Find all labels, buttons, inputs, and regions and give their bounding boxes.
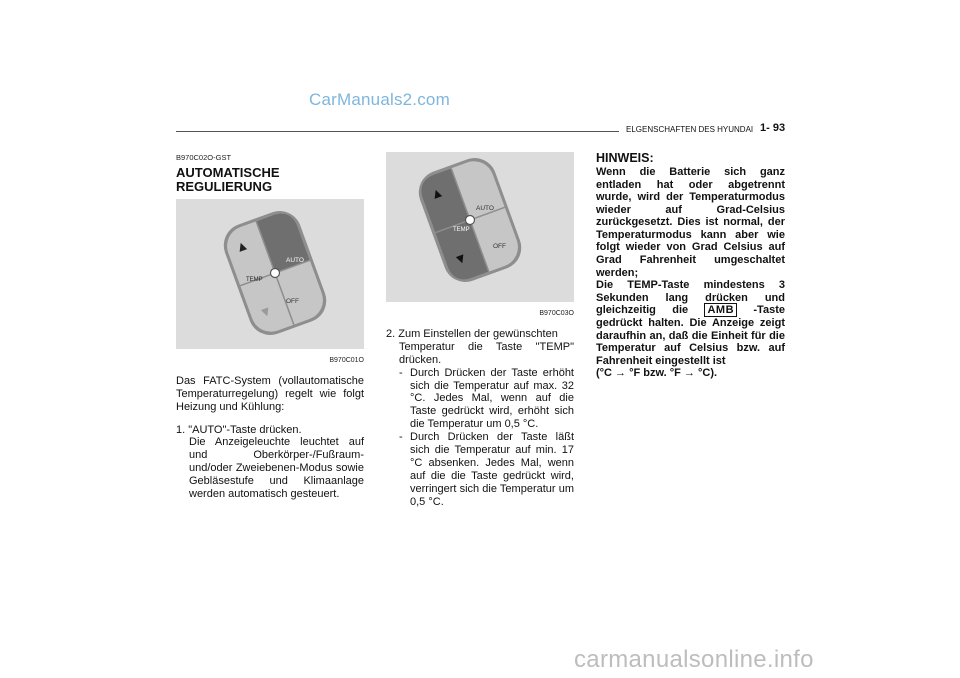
column-3 bbox=[596, 152, 785, 380]
list-item-1-body: Die Anzeigeleuchte leuchtet auf und Oberkörper-/Fußraum-und/oder Zweiebenen-Modus sowie Gebläsestufe und Klimaanlage werden automatisch gesteuert. bbox=[189, 436, 364, 501]
note-paragraph-2-end: -Taste gedrückt halten. Die Anzeige zeigt daraufhin an, daß die Einheit für die Temperatur auf Celsius bzw. auf Fahrenheit eingestellt ist bbox=[596, 304, 785, 367]
photo-caption-2: B970C03O bbox=[539, 310, 574, 317]
section-title-line-1: AUTOMATISCHE bbox=[176, 164, 280, 180]
control-photo-1 bbox=[176, 199, 364, 349]
sub-item-increase bbox=[386, 367, 574, 432]
sub-item-decrease bbox=[386, 431, 574, 508]
section-title-line-2: REGULIERUNG bbox=[176, 178, 273, 194]
note-paragraph-1: Wenn die Batterie sich ganz entladen hat oder abgetrennt wurde, wird der Temperaturmodus wieder auf Grad-Celsius zurückgesetzt. Dies ist normal, der Temperaturmodus kann aber wie folgt wieder von Grad Celsius auf Grad Fahrenheit umgeschaltet werden; bbox=[596, 165, 785, 279]
auto-label: AUTO bbox=[476, 205, 494, 212]
section-title bbox=[176, 166, 364, 194]
climate-switch-illustration bbox=[176, 199, 364, 349]
dash-bullet: - bbox=[399, 366, 403, 379]
watermark-carmanualsonline: carmanualsonline.info bbox=[574, 646, 814, 673]
auto-label: AUTO bbox=[286, 256, 304, 264]
sub-item-increase-text: Durch Drücken der Taste erhöht sich die Temperatur auf max. 32 °C. Jedes Mal, wenn auf die Taste gedrückt wird, erhöht sich die Temperatur um 0,5 °C. bbox=[410, 366, 574, 431]
amb-key: AMB bbox=[704, 303, 737, 317]
list-item-2-body: Temperatur die Taste "TEMP" drücken. bbox=[399, 340, 574, 366]
watermark-carmanuals2: CarManuals2.com bbox=[309, 90, 450, 109]
list-item-2 bbox=[386, 328, 574, 509]
intro-paragraph: Das FATC-System (vollautomatische Temperaturregelung) regelt wie folgt Heizung und Kühlung: bbox=[176, 374, 364, 413]
list-item-2-head: 2. Zum Einstellen der gewünschten bbox=[386, 327, 558, 340]
column-1 bbox=[176, 152, 364, 501]
note-body bbox=[596, 166, 785, 380]
temp-label: TEMP bbox=[246, 276, 263, 283]
list-item-1-head: 1. "AUTO"-Taste drücken. bbox=[176, 423, 302, 436]
header-rule bbox=[176, 131, 619, 132]
section-code: B970C02O-GST bbox=[176, 153, 232, 162]
temp-label: TEMP bbox=[453, 227, 470, 233]
column-2 bbox=[386, 152, 574, 509]
header-section-title: ELGENSCHAFTEN DES HYUNDAI bbox=[626, 125, 754, 134]
note-paragraph-2-start: Die TEMP-Taste mindestens 3 Sekunden lang drücken und gleichzeitig die bbox=[596, 279, 785, 317]
climate-switch-illustration bbox=[386, 152, 574, 302]
note-title: HINWEIS: bbox=[596, 151, 654, 165]
dash-bullet: - bbox=[399, 431, 403, 444]
off-label: OFF bbox=[286, 297, 299, 305]
sub-item-decrease-text: Durch Drücken der Taste läßt sich die Temperatur auf min. 17 °C absenken. Jedes Mal, wenn auf die die Taste gedrückt wird, verringert sich die Temperatur um 0,5 °C. bbox=[410, 431, 574, 508]
off-label: OFF bbox=[493, 243, 506, 250]
list-item-1 bbox=[176, 424, 364, 501]
note-unit-switch: (°C → °F bzw. °F → °C). bbox=[596, 367, 718, 380]
photo-caption-1: B970C01O bbox=[329, 356, 364, 364]
page-number: 1- 93 bbox=[760, 122, 786, 134]
control-photo-2 bbox=[386, 152, 574, 302]
